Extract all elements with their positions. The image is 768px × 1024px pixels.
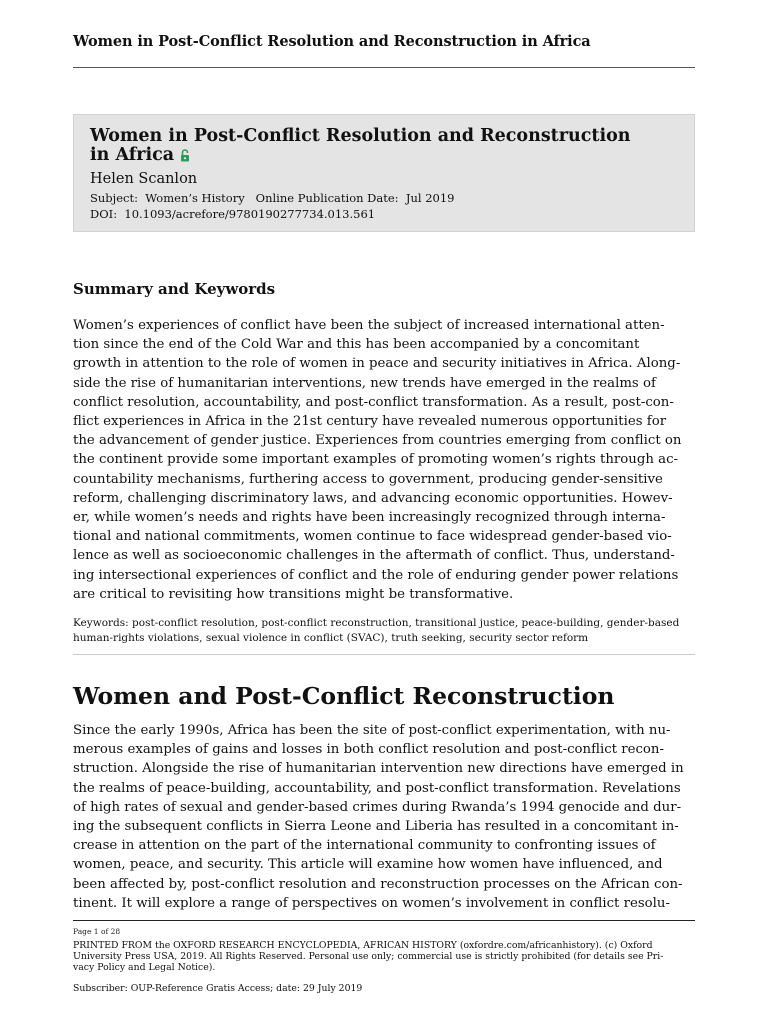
document-page (73, 0, 695, 1024)
author-name: Helen Scanlon (90, 171, 198, 187)
text-line: er, while women’s needs and rights have been increasingly recognized through interna- (73, 510, 666, 526)
section-heading: Women and Post-Conflict Reconstruction (73, 682, 615, 710)
text-line: Since the early 1990s, Africa has been the site of post-conflict experimentation, with nu- (73, 723, 671, 738)
abstract-paragraph (73, 316, 695, 604)
text-line: growth in attention to the role of women in peace and security initiatives in Africa. Along- (73, 356, 681, 372)
text-line: are critical to revisiting how transitions might be transformative. (73, 586, 514, 602)
article-info-box (73, 114, 695, 232)
text-line: the realms of peace-building, accountability, and post-conflict transformation. Revelations (73, 780, 681, 796)
footer-divider (73, 920, 695, 921)
summary-heading: Summary and Keywords (73, 280, 276, 298)
page-number: Page 1 of 28 (73, 927, 121, 936)
doi: DOI: 10.1093/acrefore/9780190277734.013.561 (90, 207, 376, 221)
text-line: conflict resolution, accountability, and post-conflict transformation. As a result, post-con- (73, 394, 674, 410)
text-line: tional and national commitments, women continue to face widespread gender-based vio- (73, 529, 672, 545)
header-divider (73, 67, 695, 68)
keywords (73, 616, 695, 645)
article-title-line-1: Women in Post-Conflict Resolution and Reconstruction (90, 126, 631, 146)
text-line: struction. Alongside the rise of humanitarian intervention new directions have emerged in (73, 761, 684, 777)
text-line: women, peace, and security. This article will examine how women have influenced, and (73, 857, 663, 873)
footer-line: University Press USA, 2019. All Rights Reserved. Personal use only; commercial use is strictly prohibited (for details see Pri- (73, 950, 664, 962)
article-title-line-2: in Africa (90, 145, 175, 165)
text-line: lence as well as socioeconomic challenges in the aftermath of conflict. Thus, understand- (73, 548, 675, 564)
text-line: tinent. It will explore a range of perspectives on women’s involvement in conflict resolu- (73, 895, 670, 911)
text-line: Women’s experiences of conflict have been the subject of increased international atten- (73, 318, 665, 333)
footer-line: vacy Policy and Legal Notice). (73, 961, 216, 973)
text-line: been affected by, post-conflict resolution and reconstruction processes on the African con- (73, 876, 683, 892)
text-line: the advancement of gender justice. Experiences from countries emerging from conflict on (73, 433, 682, 449)
keywords-divider (73, 654, 695, 655)
keywords-line: Keywords: post-conflict resolution, post-conflict reconstruction, transitional justice, peace-building, gender-based (73, 617, 680, 629)
section-paragraph (73, 721, 695, 913)
subscriber-info: Subscriber: OUP-Reference Gratis Access; date: 29 July 2019 (73, 983, 363, 994)
copyright-notice (73, 941, 695, 973)
footer-line: PRINTED FROM the OXFORD RESEARCH ENCYCLOPEDIA, AFRICAN HISTORY (oxfordre.com/africanhistory). (c) Oxford (73, 940, 653, 951)
article-title (90, 127, 680, 165)
text-line: side the rise of humanitarian interventions, new trends have emerged in the realms of (73, 375, 656, 391)
text-line: crease in attention on the part of the international community to confronting issues of (73, 838, 656, 854)
text-line: the continent provide some important examples of promoting women’s rights through ac- (73, 452, 679, 468)
text-line: flict experiences in Africa in the 21st century have revealed numerous opportunities for (73, 414, 667, 430)
text-line: merous examples of gains and losses in both conflict resolution and post-conflict recon- (73, 742, 664, 758)
subject-publication-date: Subject: Women’s History Online Publication Date: Jul 2019 (90, 191, 455, 205)
text-line: of high rates of sexual and gender-based crimes during Rwanda’s 1994 genocide and dur- (73, 799, 682, 815)
text-line: ing the subsequent conflicts in Sierra Leone and Liberia has resulted in a concomitant in- (73, 819, 679, 835)
open-lock-icon (180, 148, 190, 161)
keywords-line: human-rights violations, sexual violence in conflict (SVAC), truth seeking, security sector reform (73, 631, 589, 644)
text-line: ing intersectional experiences of conflict and the role of enduring gender power relations (73, 567, 679, 583)
text-line: countability mechanisms, furthering access to government, producing gender-sensitive (73, 471, 663, 487)
text-line: tion since the end of the Cold War and this has been accompanied by a concomitant (73, 337, 640, 353)
running-header-title: Women in Post-Conflict Resolution and Reconstruction in Africa (73, 33, 591, 50)
text-line: reform, challenging discriminatory laws, and advancing economic opportunities. Howev- (73, 490, 673, 506)
